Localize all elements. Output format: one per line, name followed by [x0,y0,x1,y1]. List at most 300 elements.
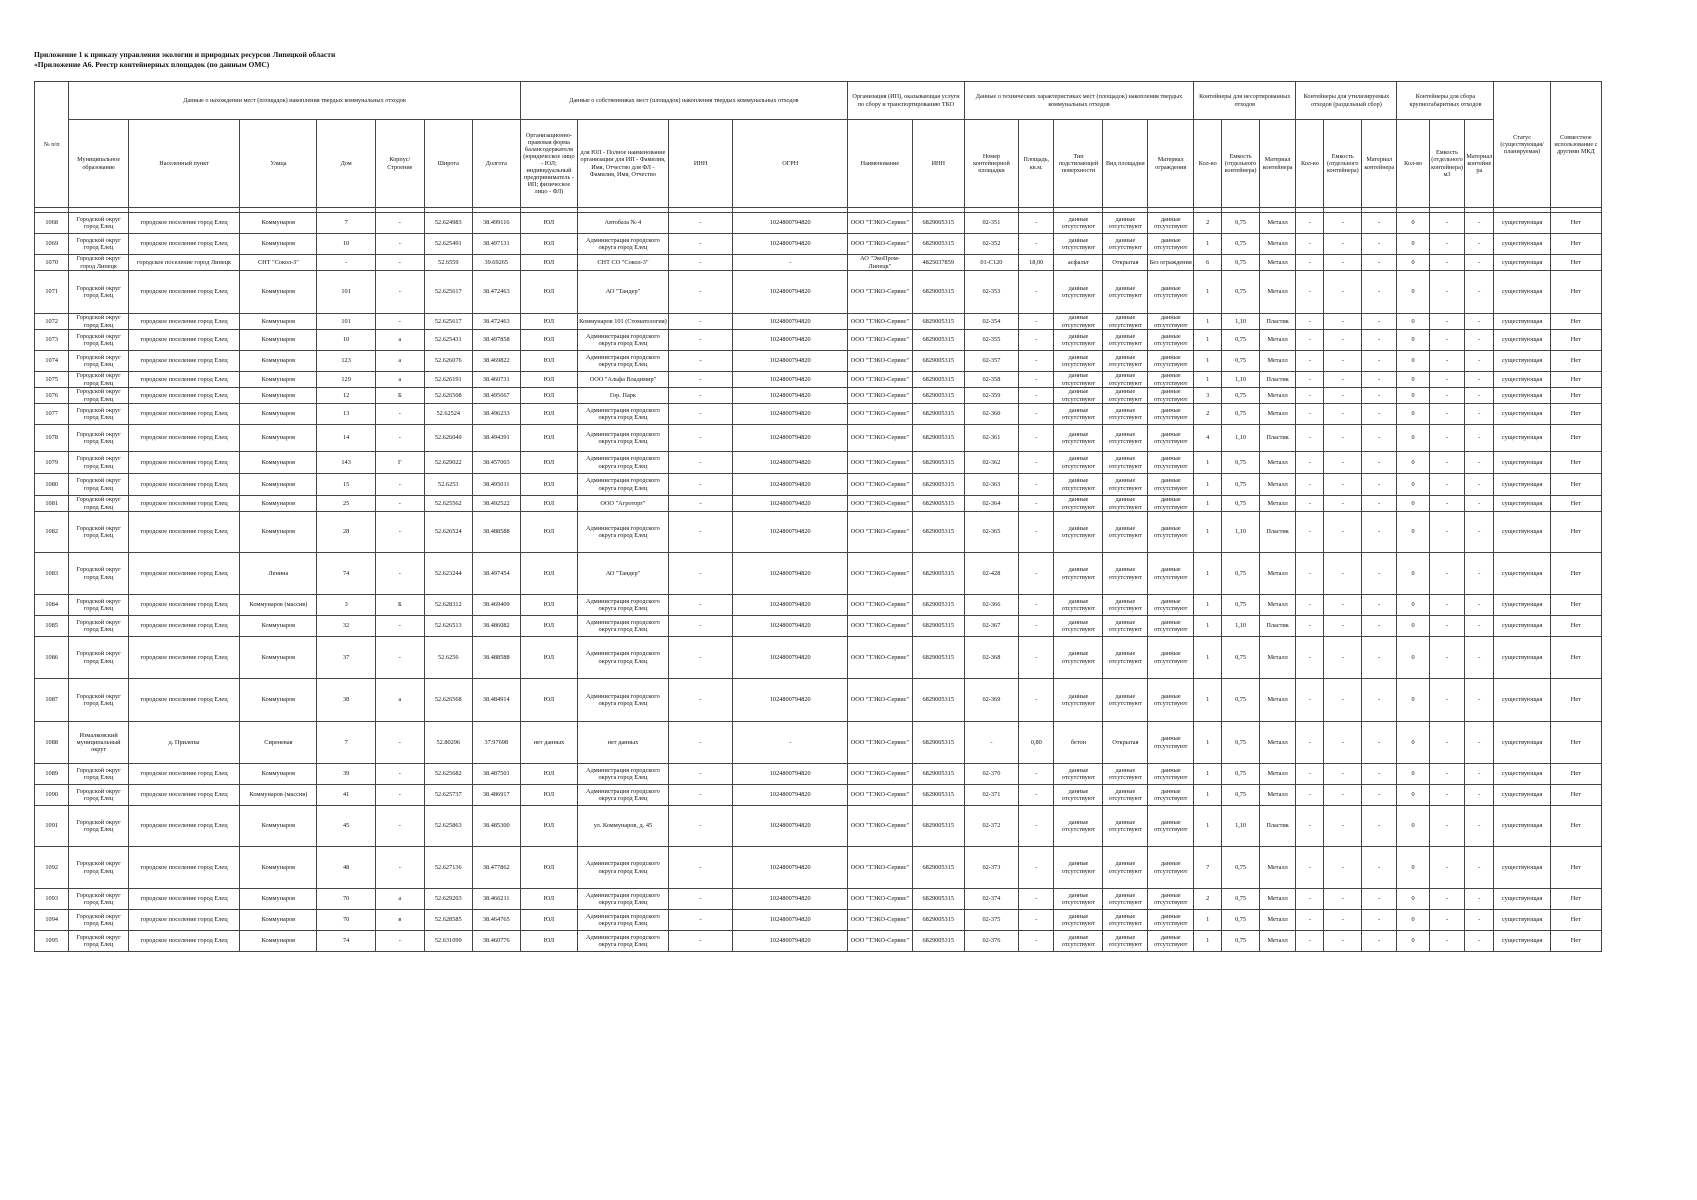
table-cell: Нет [1550,271,1601,314]
table-cell: 1 [1194,595,1222,616]
group-bulky-containers: Контейнеры для сбора крупногабаритных отходов [1397,82,1494,120]
table-cell: 37.97698 [472,722,520,764]
table-cell: данные отсутствуют [1148,512,1194,553]
table-cell: Городской округ город Елец [69,553,128,595]
table-cell: 6829005315 [912,595,964,616]
table-cell: 38.469822 [472,351,520,372]
table-cell: 6829005315 [912,553,964,595]
table-cell: Металл [1259,330,1296,351]
table-cell: - [1296,255,1324,271]
table-cell: - [1019,351,1054,372]
table-cell: 0 [1397,314,1429,330]
table-cell: ЮЛ [520,910,577,931]
table-cell: 0,75 [1222,271,1260,314]
table-cell: 52.625491 [424,234,472,255]
table-cell: данные отсутствуют [1054,388,1103,404]
table-cell: - [1019,616,1054,637]
table-cell: 52.6559 [424,255,472,271]
table-cell: - [1429,722,1464,764]
table-cell: данные отсутствуют [1054,372,1103,388]
table-cell: - [1362,764,1397,785]
table-cell: Коммунаров [240,637,317,679]
table-cell: - [668,806,733,847]
column-header: Площадь, кв.м. [1019,120,1054,208]
table-cell: ООО "ТЭКО-Сервис" [848,679,913,722]
table-cell: Коммунаров [240,496,317,512]
table-cell: 0 [1397,388,1429,404]
group-technical: Данные о технических характеристиках мест (площадок) накопления твердых коммунальных отходов [964,82,1193,120]
document-header [34,50,335,69]
table-cell: - [1019,388,1054,404]
table-cell: ООО "ТЭКО-Сервис" [848,388,913,404]
table-cell: Коммунаров [240,330,317,351]
table-cell: Автобаза № 4 [578,213,669,234]
table-cell: данные отсутствуют [1054,637,1103,679]
header-group-row [35,82,1602,120]
table-cell: 1 [1194,351,1222,372]
table-cell: существующая [1494,271,1550,314]
table-cell: Администрация городского округа город Елец [578,679,669,722]
table-cell: 38 [317,679,375,722]
table-cell: данные отсутствуют [1103,785,1148,806]
table-cell: 1090 [35,785,69,806]
table-cell: 74 [317,931,375,952]
table-cell: городское поселение город Елец [128,474,240,496]
table-cell: данные отсутствуют [1054,452,1103,474]
table-cell: городское поселение город Елец [128,404,240,425]
table-row [35,616,1602,637]
table-cell: 38.495667 [472,388,520,404]
table-cell: существующая [1494,637,1550,679]
table-cell: 1 [1194,785,1222,806]
table-cell: - [1362,474,1397,496]
table-row [35,314,1602,330]
table-cell: 0,75 [1222,496,1260,512]
table-cell: 6829005315 [912,785,964,806]
table-cell: 0 [1397,910,1429,931]
table-cell: 0,75 [1222,452,1260,474]
table-cell: - [733,722,848,764]
table-cell: 38.460731 [472,372,520,388]
table-cell: Сиреневая [240,722,317,764]
column-header: Кол-во [1194,120,1222,208]
table-cell: данные отсутствуют [1054,314,1103,330]
table-cell: данные отсутствуют [1148,806,1194,847]
table-cell: 1077 [35,404,69,425]
table-cell: а [375,679,424,722]
table-cell: 6829005315 [912,314,964,330]
table-cell: - [1362,637,1397,679]
table-cell: Нет [1550,425,1601,452]
table-cell: Коммунаров [240,512,317,553]
table-cell: данные отсутствуют [1148,351,1194,372]
table-cell: Городской округ город Елец [69,889,128,910]
table-cell: 0,75 [1222,847,1260,889]
table-cell: 1086 [35,637,69,679]
table-cell: ООО "ТЭКО-Сервис" [848,372,913,388]
table-cell: городское поселение город Елец [128,847,240,889]
table-cell: данные отсутствуют [1103,213,1148,234]
table-cell: данные отсутствуют [1148,330,1194,351]
table-cell: 0 [1397,931,1429,952]
table-row [35,847,1602,889]
table-cell: Металл [1259,404,1296,425]
table-cell: данные отсутствуют [1148,372,1194,388]
table-cell: - [1019,785,1054,806]
table-cell: 02-358 [964,372,1018,388]
table-cell: - [1362,679,1397,722]
column-header: Корпус/Строение [375,120,424,208]
table-cell: Пластик [1259,425,1296,452]
table-cell: Ленина [240,553,317,595]
table-cell: 1078 [35,425,69,452]
table-cell: Гор. Парк [578,388,669,404]
table-cell: Городской округ город Елец [69,785,128,806]
table-cell: 38.464765 [472,910,520,931]
table-cell: - [1324,637,1362,679]
table-row [35,806,1602,847]
table-cell: городское поселение город Елец [128,512,240,553]
table-cell: данные отсутствуют [1148,931,1194,952]
table-cell: - [1324,553,1362,595]
table-cell: данные отсутствуют [1103,404,1148,425]
table-cell: ЮЛ [520,213,577,234]
table-cell: Городской округ город Елец [69,452,128,474]
group-location: Данные о нахождении мест (площадок) накопления твердых коммунальных отходов [69,82,520,120]
table-cell: 52.626049 [424,425,472,452]
table-cell: 39.69265 [472,255,520,271]
table-row [35,637,1602,679]
table-cell: данные отсутствуют [1103,889,1148,910]
table-cell: существующая [1494,722,1550,764]
table-cell: - [375,785,424,806]
table-cell: 1 [1194,512,1222,553]
table-cell: 6829005315 [912,234,964,255]
column-header: Материал контейнера [1259,120,1296,208]
table-cell: - [1429,330,1464,351]
table-cell: 1 [1194,372,1222,388]
table-cell: 1,10 [1222,616,1260,637]
table-cell: 0,75 [1222,330,1260,351]
table-cell: ЮЛ [520,452,577,474]
table-cell: - [1296,234,1324,255]
table-cell: 101 [317,271,375,314]
table-cell: 0,75 [1222,764,1260,785]
table-cell: - [1324,372,1362,388]
table-cell: 1024800794820 [733,553,848,595]
column-header: Материал контейнера [1362,120,1397,208]
table-cell: 0,75 [1222,553,1260,595]
table-cell: данные отсутствуют [1103,637,1148,679]
table-cell: данные отсутствуют [1054,847,1103,889]
table-cell: 1094 [35,910,69,931]
table-cell: - [1296,553,1324,595]
table-cell: - [1019,234,1054,255]
table-cell: 1024800794820 [733,889,848,910]
table-cell: данные отсутствуют [1148,637,1194,679]
table-cell: Городской округ город Елец [69,474,128,496]
table-cell: 02-357 [964,351,1018,372]
table-cell: данные отсутствуют [1148,679,1194,722]
table-cell: 1074 [35,351,69,372]
table-cell: - [1019,637,1054,679]
table-cell: 1024800794820 [733,847,848,889]
column-header: ИНН [668,120,733,208]
table-cell: существующая [1494,372,1550,388]
table-cell: - [1465,351,1494,372]
table-cell: существующая [1494,595,1550,616]
table-cell: данные отсутствуют [1054,404,1103,425]
table-cell: - [1296,785,1324,806]
table-cell: ЮЛ [520,388,577,404]
table-cell: 52.625863 [424,806,472,847]
table-cell: - [1296,496,1324,512]
table-cell: Нет [1550,764,1601,785]
table-cell: - [1362,213,1397,234]
table-cell: - [668,910,733,931]
table-cell: 1024800794820 [733,388,848,404]
table-cell: ЮЛ [520,271,577,314]
table-cell: 13 [317,404,375,425]
table-cell: - [1324,616,1362,637]
table-cell: - [1465,679,1494,722]
table-cell: - [668,785,733,806]
table-cell: 1070 [35,255,69,271]
table-cell: 52.6253 [424,474,472,496]
table-cell: Коммунаров [240,847,317,889]
table-cell: ЮЛ [520,425,577,452]
table-cell: 0 [1397,351,1429,372]
table-cell: 1024800794820 [733,330,848,351]
table-cell: - [375,616,424,637]
table-cell: - [1019,425,1054,452]
table-cell: 1,10 [1222,425,1260,452]
table-row [35,931,1602,952]
table-cell: данные отсутствуют [1148,474,1194,496]
table-cell: - [1465,637,1494,679]
table-cell: - [668,889,733,910]
table-row [35,910,1602,931]
table-cell: 0,75 [1222,931,1260,952]
table-cell: 0 [1397,213,1429,234]
table-cell: 32 [317,616,375,637]
table-cell: Металл [1259,452,1296,474]
table-cell: данные отсутствуют [1103,764,1148,785]
table-cell: 38.486082 [472,616,520,637]
table-cell: Администрация городского округа город Елец [578,330,669,351]
table-cell: - [375,474,424,496]
table-cell: 41 [317,785,375,806]
table-cell: - [1465,404,1494,425]
table-cell: данные отсутствуют [1103,330,1148,351]
table-cell: 45 [317,806,375,847]
table-cell: - [375,637,424,679]
table-cell: - [1324,213,1362,234]
table-cell: Нет [1550,679,1601,722]
table-cell: Б [375,595,424,616]
table-cell: городское поселение город Елец [128,595,240,616]
table-cell: - [1465,452,1494,474]
table-cell: - [375,931,424,952]
table-cell: - [1296,764,1324,785]
table-cell: Городской округ город Елец [69,931,128,952]
table-cell: - [1429,255,1464,271]
table-cell: Нет [1550,847,1601,889]
table-cell: существующая [1494,314,1550,330]
column-header: Тип подстилающей поверхности [1054,120,1103,208]
table-cell: данные отсутствуют [1148,847,1194,889]
table-cell: - [1362,496,1397,512]
table-cell: - [1296,637,1324,679]
table-cell: - [1324,910,1362,931]
table-cell: ООО "ТЭКО-Сервис" [848,330,913,351]
table-cell: - [1362,806,1397,847]
table-cell: 38.494391 [472,425,520,452]
table-cell: - [1324,847,1362,889]
table-row [35,679,1602,722]
table-cell: 02-367 [964,616,1018,637]
table-cell: - [1465,847,1494,889]
table-cell: - [317,255,375,271]
table-cell: - [1019,496,1054,512]
table-cell: ЮЛ [520,351,577,372]
header-line-2: «Приложение А6. Реестр контейнерных площадок (по данным ОМС) [34,59,270,69]
table-cell: Металл [1259,722,1296,764]
table-cell: 0 [1397,271,1429,314]
table-cell: 123 [317,351,375,372]
table-cell: городское поселение город Елец [128,889,240,910]
table-row [35,512,1602,553]
table-cell: городское поселение город Елец [128,806,240,847]
table-cell: ООО "ТЭКО-Сервис" [848,234,913,255]
table-cell: 0 [1397,234,1429,255]
table-cell: данные отсутствуют [1148,388,1194,404]
table-cell: ООО "ТЭКО-Сервис" [848,553,913,595]
table-cell: ЮЛ [520,889,577,910]
table-cell: Металл [1259,234,1296,255]
table-cell: ООО "ТЭКО-Сервис" [848,889,913,910]
table-cell: ЮЛ [520,330,577,351]
table-cell: данные отсутствуют [1103,388,1148,404]
table-cell: - [1465,255,1494,271]
table-cell: - [1296,330,1324,351]
table-cell: существующая [1494,553,1550,595]
table-cell: 1024800794820 [733,213,848,234]
table-cell: - [1429,616,1464,637]
table-cell: - [1362,616,1397,637]
table-cell: 0 [1397,330,1429,351]
table-cell: 1084 [35,595,69,616]
table-cell: ЮЛ [520,679,577,722]
table-cell: - [1429,314,1464,330]
table-cell: городское поселение город Елец [128,679,240,722]
table-cell: Администрация городского округа город Елец [578,910,669,931]
table-cell: 1092 [35,847,69,889]
table-cell: 1073 [35,330,69,351]
table-cell: данные отсутствуют [1148,213,1194,234]
table-cell: - [1429,806,1464,847]
table-cell: Городской округ город Елец [69,425,128,452]
table-cell: данные отсутствуют [1103,512,1148,553]
table-cell: - [1019,474,1054,496]
column-header: Кол-во [1397,120,1429,208]
table-cell: - [1324,351,1362,372]
table-cell: ЮЛ [520,764,577,785]
table-cell: - [668,616,733,637]
table-cell: Металл [1259,679,1296,722]
table-cell: Городской округ город Елец [69,806,128,847]
table-row [35,234,1602,255]
table-cell: 1024800794820 [733,595,848,616]
table-cell: 0,75 [1222,637,1260,679]
table-cell: - [1296,314,1324,330]
table-row [35,785,1602,806]
table-cell: 0 [1397,806,1429,847]
table-cell: данные отсутствуют [1054,512,1103,553]
table-cell: - [1324,889,1362,910]
table-cell: - [1429,553,1464,595]
table-cell: - [1019,271,1054,314]
table-cell: существующая [1494,330,1550,351]
table-cell: ЮЛ [520,806,577,847]
table-cell: ЮЛ [520,404,577,425]
table-cell: 1 [1194,474,1222,496]
table-cell: - [1429,271,1464,314]
table-cell: ООО "Альфа Владимир" [578,372,669,388]
group-carrier: Организация (ИП), оказывающая услуги по сбору и транспортированию ТКО [848,82,965,120]
table-cell: ООО "ТЭКО-Сервис" [848,637,913,679]
table-cell: 74 [317,553,375,595]
table-cell: Администрация городского округа город Елец [578,404,669,425]
table-cell: 1083 [35,553,69,595]
table-cell: 0 [1397,404,1429,425]
table-cell: 6829005315 [912,512,964,553]
table-cell: данные отсутствуют [1148,785,1194,806]
table-cell: 02-353 [964,271,1018,314]
table-cell: данные отсутствуют [1054,234,1103,255]
table-cell: 101 [317,314,375,330]
table-cell: 0 [1397,764,1429,785]
header-line-1: Приложение 1 к приказу управления экологии и природных ресурсов Липецкой области [34,50,336,59]
table-cell: существующая [1494,351,1550,372]
table-row [35,595,1602,616]
table-cell: 28 [317,512,375,553]
table-row [35,553,1602,595]
table-row [35,255,1602,271]
table-cell: бетон [1054,722,1103,764]
table-cell: - [375,512,424,553]
table-cell: данные отсутствуют [1148,764,1194,785]
table-cell: ЮЛ [520,496,577,512]
table-cell: Городской округ город Елец [69,404,128,425]
table-cell: 38.487501 [472,764,520,785]
table-cell: - [1429,372,1464,388]
table-cell: 38.497131 [472,234,520,255]
table-row [35,474,1602,496]
table-cell: - [1324,474,1362,496]
table-cell: данные отсутствуют [1054,351,1103,372]
table-cell: Нет [1550,213,1601,234]
table-cell: 02-428 [964,553,1018,595]
table-cell: 02-373 [964,847,1018,889]
table-cell: Коммунаров [240,351,317,372]
table-cell: данные отсутствуют [1054,785,1103,806]
table-cell: 52.626513 [424,616,472,637]
table-cell: городское поселение город Елец [128,553,240,595]
table-cell: Администрация городского округа город Елец [578,637,669,679]
table-cell: - [1362,910,1397,931]
table-cell: 02-352 [964,234,1018,255]
